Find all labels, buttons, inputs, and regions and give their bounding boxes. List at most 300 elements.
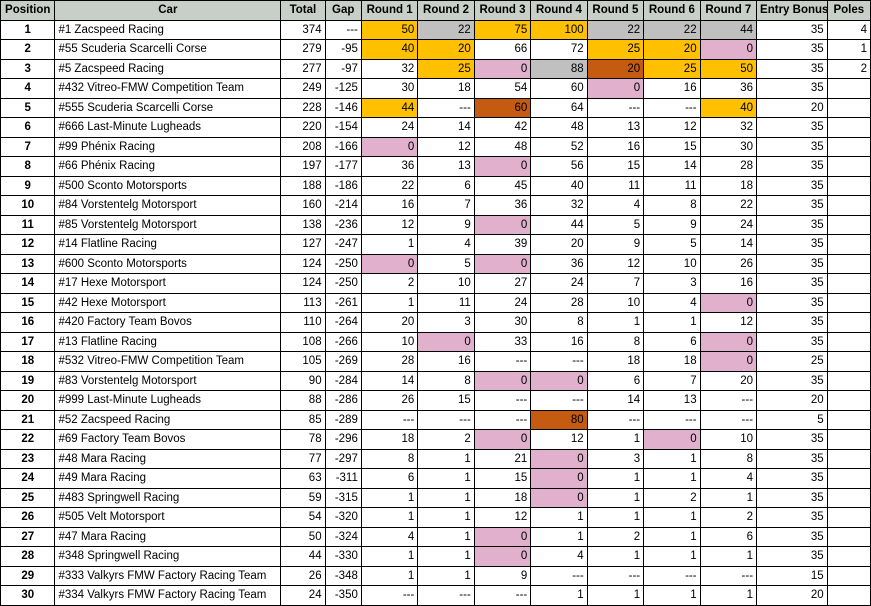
cell-gap: -311 xyxy=(325,469,361,489)
cell-car: #999 Last-Minute Lugheads xyxy=(55,391,281,411)
cell-gap: -289 xyxy=(325,410,361,430)
cell-round-6: 11 xyxy=(644,176,700,196)
cell-round-6: 8 xyxy=(644,196,700,216)
cell-car: #42 Hexe Motorsport xyxy=(55,293,281,313)
cell-round-1: --- xyxy=(361,586,417,606)
cell-round-4: 72 xyxy=(531,40,587,60)
table-row[interactable] xyxy=(1,352,871,372)
cell-round-7: --- xyxy=(700,410,756,430)
cell-round-5: 3 xyxy=(587,449,643,469)
cell-round-5: --- xyxy=(587,566,643,586)
cell-round-1: 14 xyxy=(361,371,417,391)
cell-round-5: 7 xyxy=(587,274,643,294)
cell-entry-bonus: 5 xyxy=(757,410,828,430)
cell-round-1: 30 xyxy=(361,79,417,99)
table-row[interactable] xyxy=(1,469,871,489)
cell-round-1: 36 xyxy=(361,157,417,177)
cell-round-2: 14 xyxy=(418,118,474,138)
cell-round-5: --- xyxy=(587,98,643,118)
cell-entry-bonus: 35 xyxy=(757,371,828,391)
cell-poles xyxy=(827,79,870,99)
cell-total: 188 xyxy=(281,176,325,196)
cell-car: #600 Sconto Motorsports xyxy=(55,254,281,274)
cell-round-2: 1 xyxy=(418,547,474,567)
cell-car: #69 Factory Team Bovos xyxy=(55,430,281,450)
cell-round-7: 20 xyxy=(700,371,756,391)
cell-entry-bonus: 35 xyxy=(757,157,828,177)
cell-round-2: 1 xyxy=(418,449,474,469)
cell-round-6: 1 xyxy=(644,586,700,606)
cell-poles xyxy=(827,352,870,372)
column-header-total[interactable]: Total xyxy=(281,1,325,21)
cell-gap: -247 xyxy=(325,235,361,255)
cell-total: 63 xyxy=(281,469,325,489)
cell-round-7: 36 xyxy=(700,79,756,99)
cell-entry-bonus: 35 xyxy=(757,508,828,528)
cell-round-2: 1 xyxy=(418,527,474,547)
cell-round-6: --- xyxy=(644,98,700,118)
cell-total: 54 xyxy=(281,508,325,528)
cell-entry-bonus: 35 xyxy=(757,332,828,352)
cell-entry-bonus: 35 xyxy=(757,293,828,313)
cell-round-6: 4 xyxy=(644,293,700,313)
cell-round-7: 0 xyxy=(700,40,756,60)
column-header-round-1[interactable]: Round 1 xyxy=(361,1,417,21)
cell-round-7: 0 xyxy=(700,352,756,372)
cell-total: 108 xyxy=(281,332,325,352)
cell-position: 29 xyxy=(1,566,55,586)
cell-entry-bonus: 20 xyxy=(757,586,828,606)
cell-total: 197 xyxy=(281,157,325,177)
table-row[interactable] xyxy=(1,410,871,430)
cell-position: 9 xyxy=(1,176,55,196)
cell-round-3: 9 xyxy=(474,566,530,586)
cell-round-7: --- xyxy=(700,391,756,411)
cell-round-2: 8 xyxy=(418,371,474,391)
cell-round-7: 26 xyxy=(700,254,756,274)
cell-round-3: 0 xyxy=(474,157,530,177)
cell-entry-bonus: 35 xyxy=(757,449,828,469)
table-row[interactable] xyxy=(1,332,871,352)
cell-poles xyxy=(827,547,870,567)
cell-round-5: 6 xyxy=(587,371,643,391)
cell-round-6: --- xyxy=(644,410,700,430)
cell-round-2: --- xyxy=(418,410,474,430)
cell-round-2: 1 xyxy=(418,469,474,489)
cell-round-7: 8 xyxy=(700,449,756,469)
table-row[interactable] xyxy=(1,235,871,255)
cell-round-2: 1 xyxy=(418,566,474,586)
cell-round-2: 11 xyxy=(418,293,474,313)
table-row[interactable] xyxy=(1,59,871,79)
cell-round-1: 6 xyxy=(361,469,417,489)
table-row[interactable] xyxy=(1,79,871,99)
cell-gap: -284 xyxy=(325,371,361,391)
table-row[interactable] xyxy=(1,176,871,196)
cell-total: 77 xyxy=(281,449,325,469)
cell-total: 160 xyxy=(281,196,325,216)
cell-position: 12 xyxy=(1,235,55,255)
cell-round-5: 22 xyxy=(587,20,643,40)
cell-total: 374 xyxy=(281,20,325,40)
cell-round-4: 1 xyxy=(531,508,587,528)
cell-position: 17 xyxy=(1,332,55,352)
cell-round-1: 12 xyxy=(361,215,417,235)
cell-total: 105 xyxy=(281,352,325,372)
cell-entry-bonus: 35 xyxy=(757,215,828,235)
cell-poles xyxy=(827,488,870,508)
cell-poles xyxy=(827,235,870,255)
cell-round-5: 1 xyxy=(587,508,643,528)
cell-round-1: 18 xyxy=(361,430,417,450)
cell-round-1: 1 xyxy=(361,508,417,528)
cell-round-3: 75 xyxy=(474,20,530,40)
cell-round-7: 50 xyxy=(700,59,756,79)
cell-position: 7 xyxy=(1,137,55,157)
table-row[interactable] xyxy=(1,488,871,508)
cell-gap: -324 xyxy=(325,527,361,547)
cell-car: #83 Vorstentelg Motorsport xyxy=(55,371,281,391)
cell-round-1: 4 xyxy=(361,527,417,547)
cell-car: #99 Phénix Racing xyxy=(55,137,281,157)
cell-entry-bonus: 35 xyxy=(757,79,828,99)
cell-round-6: 15 xyxy=(644,137,700,157)
column-header-gap[interactable]: Gap xyxy=(325,1,361,21)
cell-round-1: 40 xyxy=(361,40,417,60)
column-header-position[interactable]: Position xyxy=(1,1,55,21)
table-row[interactable] xyxy=(1,586,871,606)
cell-position: 6 xyxy=(1,118,55,138)
cell-round-4: 0 xyxy=(531,371,587,391)
cell-round-3: --- xyxy=(474,391,530,411)
cell-round-5: 1 xyxy=(587,313,643,333)
cell-round-4: 52 xyxy=(531,137,587,157)
cell-position: 24 xyxy=(1,469,55,489)
cell-round-6: 10 xyxy=(644,254,700,274)
column-header-round-6[interactable]: Round 6 xyxy=(644,1,700,21)
table-row[interactable] xyxy=(1,449,871,469)
cell-round-2: 16 xyxy=(418,352,474,372)
table-row[interactable] xyxy=(1,508,871,528)
table-row[interactable] xyxy=(1,274,871,294)
cell-round-1: 1 xyxy=(361,235,417,255)
table-row[interactable] xyxy=(1,293,871,313)
cell-car: #47 Mara Racing xyxy=(55,527,281,547)
cell-total: 44 xyxy=(281,547,325,567)
cell-poles xyxy=(827,137,870,157)
cell-round-4: 64 xyxy=(531,98,587,118)
table-row[interactable] xyxy=(1,137,871,157)
cell-total: 85 xyxy=(281,410,325,430)
cell-round-5: 1 xyxy=(587,586,643,606)
cell-entry-bonus: 35 xyxy=(757,547,828,567)
table-row[interactable] xyxy=(1,391,871,411)
cell-round-2: --- xyxy=(418,586,474,606)
cell-poles xyxy=(827,176,870,196)
cell-poles xyxy=(827,391,870,411)
cell-round-4: 60 xyxy=(531,79,587,99)
cell-round-7: 10 xyxy=(700,430,756,450)
cell-round-1: 0 xyxy=(361,137,417,157)
table-row[interactable] xyxy=(1,215,871,235)
cell-poles: 4 xyxy=(827,20,870,40)
cell-round-6: 1 xyxy=(644,313,700,333)
cell-round-7: 14 xyxy=(700,235,756,255)
cell-round-3: --- xyxy=(474,352,530,372)
cell-position: 3 xyxy=(1,59,55,79)
cell-round-4: 0 xyxy=(531,449,587,469)
cell-gap: -154 xyxy=(325,118,361,138)
cell-round-2: 3 xyxy=(418,313,474,333)
cell-gap: -269 xyxy=(325,352,361,372)
cell-gap: -330 xyxy=(325,547,361,567)
cell-round-6: 1 xyxy=(644,527,700,547)
cell-round-1: 16 xyxy=(361,196,417,216)
cell-gap: -146 xyxy=(325,98,361,118)
cell-gap: -177 xyxy=(325,157,361,177)
table-row[interactable] xyxy=(1,196,871,216)
cell-car: #85 Vorstentelg Motorsport xyxy=(55,215,281,235)
cell-round-2: 12 xyxy=(418,137,474,157)
cell-round-1: 24 xyxy=(361,118,417,138)
table-row[interactable] xyxy=(1,547,871,567)
table-row[interactable] xyxy=(1,371,871,391)
cell-position: 2 xyxy=(1,40,55,60)
cell-round-5: 4 xyxy=(587,196,643,216)
cell-round-5: 5 xyxy=(587,215,643,235)
cell-round-6: 7 xyxy=(644,371,700,391)
cell-round-6: 25 xyxy=(644,59,700,79)
cell-round-7: 30 xyxy=(700,137,756,157)
cell-round-2: 18 xyxy=(418,79,474,99)
cell-total: 26 xyxy=(281,566,325,586)
cell-round-2: 13 xyxy=(418,157,474,177)
cell-gap: -214 xyxy=(325,196,361,216)
cell-gap: -320 xyxy=(325,508,361,528)
cell-gap: -261 xyxy=(325,293,361,313)
cell-round-7: 2 xyxy=(700,508,756,528)
cell-round-1: 2 xyxy=(361,274,417,294)
cell-gap: -125 xyxy=(325,79,361,99)
cell-round-6: 3 xyxy=(644,274,700,294)
table-row[interactable] xyxy=(1,566,871,586)
column-header-entry-bonus[interactable]: Entry Bonus xyxy=(757,1,828,21)
cell-round-7: 40 xyxy=(700,98,756,118)
column-header-round-4[interactable]: Round 4 xyxy=(531,1,587,21)
cell-gap: -297 xyxy=(325,449,361,469)
column-header-poles[interactable]: Poles xyxy=(827,1,870,21)
cell-gap: -250 xyxy=(325,274,361,294)
cell-round-4: 44 xyxy=(531,215,587,235)
cell-position: 25 xyxy=(1,488,55,508)
cell-car: #420 Factory Team Bovos xyxy=(55,313,281,333)
cell-round-2: --- xyxy=(418,98,474,118)
cell-gap: -266 xyxy=(325,332,361,352)
cell-round-6: 9 xyxy=(644,215,700,235)
cell-car: #14 Flatline Racing xyxy=(55,235,281,255)
cell-round-7: 24 xyxy=(700,215,756,235)
cell-round-6: 1 xyxy=(644,508,700,528)
cell-position: 1 xyxy=(1,20,55,40)
cell-round-4: 1 xyxy=(531,586,587,606)
cell-poles xyxy=(827,157,870,177)
cell-round-6: 1 xyxy=(644,547,700,567)
table-row[interactable] xyxy=(1,254,871,274)
cell-round-4: 32 xyxy=(531,196,587,216)
cell-gap: -348 xyxy=(325,566,361,586)
cell-round-4: --- xyxy=(531,352,587,372)
cell-poles xyxy=(827,215,870,235)
cell-round-6: 0 xyxy=(644,430,700,450)
table-row[interactable] xyxy=(1,40,871,60)
cell-round-3: 39 xyxy=(474,235,530,255)
cell-round-4: 88 xyxy=(531,59,587,79)
table-row[interactable] xyxy=(1,20,871,40)
cell-car: #348 Springwell Racing xyxy=(55,547,281,567)
cell-total: 138 xyxy=(281,215,325,235)
cell-round-6: 22 xyxy=(644,20,700,40)
cell-round-1: 28 xyxy=(361,352,417,372)
cell-car: #666 Last-Minute Lugheads xyxy=(55,118,281,138)
cell-round-7: 0 xyxy=(700,293,756,313)
cell-position: 26 xyxy=(1,508,55,528)
cell-total: 277 xyxy=(281,59,325,79)
cell-position: 27 xyxy=(1,527,55,547)
cell-round-3: 0 xyxy=(474,59,530,79)
cell-round-3: 0 xyxy=(474,527,530,547)
cell-poles xyxy=(827,508,870,528)
cell-round-7: 1 xyxy=(700,488,756,508)
cell-entry-bonus: 35 xyxy=(757,196,828,216)
cell-entry-bonus: 35 xyxy=(757,235,828,255)
cell-round-7: 12 xyxy=(700,313,756,333)
cell-round-4: 0 xyxy=(531,488,587,508)
cell-round-6: 14 xyxy=(644,157,700,177)
cell-round-5: 18 xyxy=(587,352,643,372)
cell-poles: 2 xyxy=(827,59,870,79)
cell-car: #52 Zacspeed Racing xyxy=(55,410,281,430)
cell-gap: -95 xyxy=(325,40,361,60)
cell-car: #500 Sconto Motorsports xyxy=(55,176,281,196)
cell-entry-bonus: 35 xyxy=(757,469,828,489)
cell-poles xyxy=(827,527,870,547)
table-row[interactable] xyxy=(1,527,871,547)
cell-round-2: 5 xyxy=(418,254,474,274)
cell-round-4: 8 xyxy=(531,313,587,333)
cell-car: #483 Springwell Racing xyxy=(55,488,281,508)
cell-entry-bonus: 20 xyxy=(757,98,828,118)
cell-round-3: 66 xyxy=(474,40,530,60)
cell-round-5: 1 xyxy=(587,488,643,508)
table-body xyxy=(1,20,871,605)
cell-gap: -97 xyxy=(325,59,361,79)
column-header-round-7[interactable]: Round 7 xyxy=(700,1,756,21)
cell-total: 113 xyxy=(281,293,325,313)
cell-position: 30 xyxy=(1,586,55,606)
cell-round-5: 9 xyxy=(587,235,643,255)
cell-gap: --- xyxy=(325,20,361,40)
cell-round-2: 1 xyxy=(418,488,474,508)
cell-round-3: 24 xyxy=(474,293,530,313)
cell-round-4: 36 xyxy=(531,254,587,274)
cell-round-3: --- xyxy=(474,410,530,430)
cell-round-1: 8 xyxy=(361,449,417,469)
cell-entry-bonus: 35 xyxy=(757,254,828,274)
cell-total: 88 xyxy=(281,391,325,411)
cell-total: 90 xyxy=(281,371,325,391)
cell-round-3: --- xyxy=(474,586,530,606)
cell-total: 279 xyxy=(281,40,325,60)
cell-poles xyxy=(827,566,870,586)
cell-round-6: 6 xyxy=(644,332,700,352)
cell-entry-bonus: 35 xyxy=(757,313,828,333)
cell-entry-bonus: 35 xyxy=(757,430,828,450)
cell-round-1: 26 xyxy=(361,391,417,411)
cell-car: #13 Flatline Racing xyxy=(55,332,281,352)
cell-total: 220 xyxy=(281,118,325,138)
cell-total: 208 xyxy=(281,137,325,157)
cell-position: 21 xyxy=(1,410,55,430)
cell-round-2: 1 xyxy=(418,508,474,528)
cell-round-3: 36 xyxy=(474,196,530,216)
cell-round-5: 1 xyxy=(587,430,643,450)
column-header-car[interactable]: Car xyxy=(55,1,281,21)
cell-total: 50 xyxy=(281,527,325,547)
table-row[interactable] xyxy=(1,313,871,333)
cell-position: 15 xyxy=(1,293,55,313)
cell-car: #49 Mara Racing xyxy=(55,469,281,489)
cell-gap: -250 xyxy=(325,254,361,274)
cell-position: 13 xyxy=(1,254,55,274)
cell-position: 16 xyxy=(1,313,55,333)
cell-car: #505 Velt Motorsport xyxy=(55,508,281,528)
cell-round-4: 0 xyxy=(531,469,587,489)
cell-round-3: 12 xyxy=(474,508,530,528)
cell-round-2: 20 xyxy=(418,40,474,60)
cell-round-5: 15 xyxy=(587,157,643,177)
cell-poles xyxy=(827,430,870,450)
cell-position: 19 xyxy=(1,371,55,391)
cell-round-5: 0 xyxy=(587,79,643,99)
cell-entry-bonus: 35 xyxy=(757,137,828,157)
table-row[interactable] xyxy=(1,98,871,118)
cell-entry-bonus: 35 xyxy=(757,527,828,547)
cell-round-1: 1 xyxy=(361,566,417,586)
column-header-round-2[interactable]: Round 2 xyxy=(418,1,474,21)
cell-round-3: 60 xyxy=(474,98,530,118)
column-header-round-3[interactable]: Round 3 xyxy=(474,1,530,21)
cell-car: #1 Zacspeed Racing xyxy=(55,20,281,40)
cell-position: 18 xyxy=(1,352,55,372)
table-row[interactable] xyxy=(1,157,871,177)
cell-entry-bonus: 20 xyxy=(757,391,828,411)
cell-position: 11 xyxy=(1,215,55,235)
cell-poles xyxy=(827,274,870,294)
cell-car: #334 Valkyrs FMW Factory Racing Team xyxy=(55,586,281,606)
cell-car: #333 Valkyrs FMW Factory Racing Team xyxy=(55,566,281,586)
table-row[interactable] xyxy=(1,118,871,138)
cell-car: #5 Zacspeed Racing xyxy=(55,59,281,79)
cell-round-7: 1 xyxy=(700,547,756,567)
cell-total: 249 xyxy=(281,79,325,99)
cell-round-4: 24 xyxy=(531,274,587,294)
cell-entry-bonus: 15 xyxy=(757,566,828,586)
cell-total: 110 xyxy=(281,313,325,333)
table-row[interactable] xyxy=(1,430,871,450)
cell-car: #48 Mara Racing xyxy=(55,449,281,469)
cell-round-3: 0 xyxy=(474,254,530,274)
column-header-round-5[interactable]: Round 5 xyxy=(587,1,643,21)
